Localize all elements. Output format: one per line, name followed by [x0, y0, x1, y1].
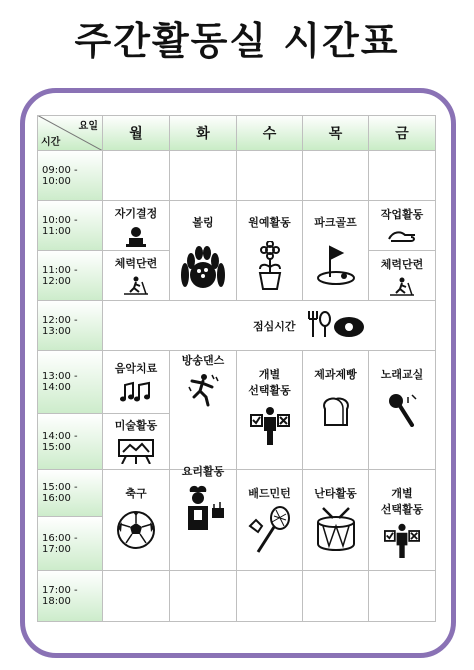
- time-axis-label: 시간: [41, 137, 61, 148]
- lunch-label: 점심시간: [253, 320, 296, 333]
- activity-bowling: [170, 201, 237, 301]
- activity-label: 선택활동: [380, 503, 424, 516]
- activity-label: 볼링: [192, 216, 214, 229]
- time-slot: 09:00 - 10:00: [37, 151, 103, 201]
- activity-label: 체력단련: [114, 257, 158, 270]
- empty-cell: [303, 151, 369, 201]
- activity-label: 개별: [391, 487, 413, 500]
- activity-nanta: [303, 470, 369, 571]
- empty-cell: [369, 571, 436, 622]
- activity-label: 원예활동: [248, 216, 291, 229]
- person-choice-icon: [250, 405, 290, 445]
- activity-individual: [237, 351, 303, 470]
- timetable: [37, 115, 436, 622]
- chef-icon: [180, 484, 226, 532]
- activity-label: 방송댄스: [181, 354, 225, 367]
- person-choice-icon: [384, 522, 420, 558]
- empty-cell: [170, 571, 237, 622]
- hands-working-icon: [387, 227, 417, 245]
- corner-cell: [37, 115, 103, 151]
- activity-label: 음악치료: [114, 362, 158, 375]
- activity-fitness-fri: [369, 251, 436, 301]
- activity-park-golf: [303, 201, 369, 301]
- time-slot: 17:00 - 18:00: [37, 571, 103, 622]
- activity-cooking: [170, 465, 237, 571]
- activity-singing: [369, 351, 436, 470]
- activity-label: 축구: [125, 487, 147, 500]
- treadmill-icon: [122, 276, 150, 296]
- activity-individual-fri: [369, 470, 436, 571]
- golf-flag-icon: [316, 245, 356, 285]
- activity-label: 노래교실: [380, 368, 424, 381]
- activity-dance: [170, 351, 237, 470]
- activity-label: 작업활동: [380, 208, 424, 221]
- activity-baking: [303, 351, 369, 470]
- easel-icon: [116, 438, 156, 464]
- empty-cell: [170, 151, 237, 201]
- day-header-thu: 목: [303, 115, 369, 151]
- activity-art: [103, 414, 170, 470]
- time-slot: 13:00 - 14:00: [37, 351, 103, 414]
- meal-icon: [307, 307, 365, 339]
- activity-label: 자기결정: [114, 207, 158, 220]
- music-notes-icon: [119, 381, 153, 403]
- activity-label: 배드민턴: [248, 487, 291, 500]
- activity-label: 제과제빵: [314, 368, 357, 381]
- activity-music-therapy: [103, 351, 170, 414]
- badminton-icon: [248, 506, 292, 554]
- bread-icon: [321, 397, 351, 427]
- activity-label: 미술활동: [114, 419, 158, 432]
- drum-icon: [315, 506, 357, 552]
- activity-gardening: [237, 201, 303, 301]
- treadmill-icon: [388, 277, 416, 297]
- empty-cell: [369, 151, 436, 201]
- activity-label: 파크골프: [314, 216, 357, 229]
- time-slot: 11:00 - 12:00: [37, 251, 103, 301]
- page-title: 주간활동실 시간표: [74, 19, 400, 63]
- flower-pot-icon: [252, 241, 288, 291]
- microphone-icon: [386, 393, 418, 427]
- empty-cell: [103, 571, 170, 622]
- empty-cell: [103, 151, 170, 201]
- activity-self-determination: [103, 201, 170, 251]
- time-slot: 16:00 - 17:00: [37, 517, 103, 571]
- activity-label: 선택활동: [248, 384, 291, 397]
- time-slot: 15:00 - 16:00: [37, 470, 103, 517]
- day-header-wed: 수: [237, 115, 303, 151]
- bowling-icon: [181, 245, 225, 291]
- activity-soccer: [103, 470, 170, 571]
- day-header-mon: 월: [103, 115, 170, 151]
- empty-cell: [303, 571, 369, 622]
- empty-cell: [237, 571, 303, 622]
- activity-label: 요리활동: [181, 465, 225, 478]
- soccer-ball-icon: [116, 510, 156, 550]
- time-slot: 10:00 - 11:00: [37, 201, 103, 251]
- activity-label: 난타활동: [314, 487, 357, 500]
- day-header-tue: 화: [170, 115, 237, 151]
- day-axis-label: 요일: [78, 121, 98, 132]
- dancer-icon: [186, 373, 220, 407]
- activity-work: [369, 201, 436, 251]
- thinking-person-icon: [123, 226, 149, 248]
- day-header-fri: 금: [369, 115, 436, 151]
- empty-cell: [237, 151, 303, 201]
- activity-label: 체력단련: [380, 258, 424, 271]
- activity-label: 개별: [258, 368, 281, 381]
- time-slot: 14:00 - 15:00: [37, 414, 103, 470]
- time-slot: 12:00 - 13:00: [37, 301, 103, 351]
- activity-badminton: [237, 470, 303, 571]
- lunch-row: [103, 301, 436, 351]
- activity-fitness: [103, 251, 170, 301]
